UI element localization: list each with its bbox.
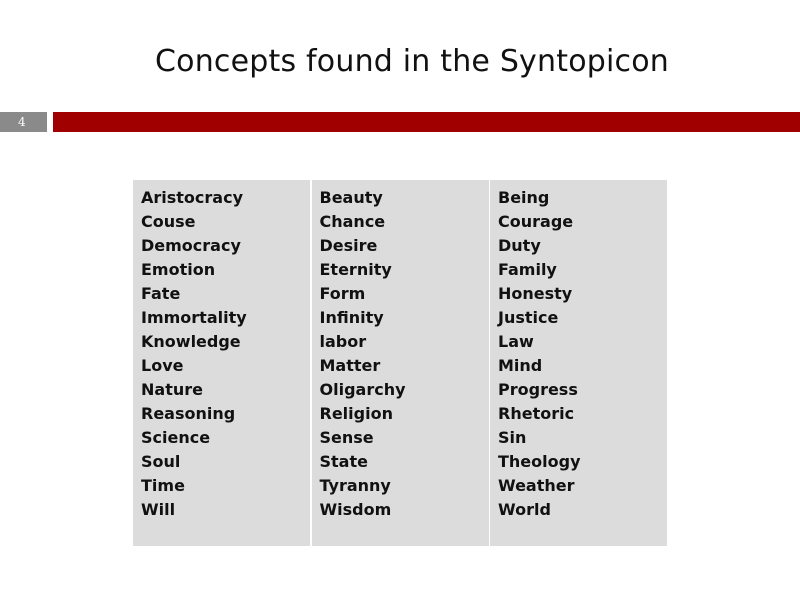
concept-item: Will [141, 500, 176, 519]
concept-item: Oligarchy [319, 380, 406, 399]
concept-item: Sin [498, 428, 527, 447]
concept-item: Progress [498, 380, 578, 399]
concept-item: Desire [319, 236, 378, 255]
concept-item: Law [498, 332, 534, 351]
concept-item: Couse [141, 212, 196, 231]
concept-item: Wisdom [319, 500, 392, 519]
concept-item: Beauty [319, 188, 383, 207]
concept-item: Emotion [141, 260, 216, 279]
concept-item: labor [319, 332, 367, 351]
concept-item: Theology [498, 452, 581, 471]
title-accent-bar [53, 112, 800, 132]
concept-item: Courage [498, 212, 574, 231]
concept-item: Form [319, 284, 366, 303]
page-number: 4 [18, 115, 26, 129]
concept-item: Being [498, 188, 550, 207]
concepts-column-2 [312, 180, 489, 546]
concept-item: Immortality [141, 308, 247, 327]
concept-item: Reasoning [141, 404, 236, 423]
concepts-table [133, 180, 667, 546]
concept-item: Chance [319, 212, 386, 231]
slide-title: Concepts found in the Syntopicon [155, 44, 669, 79]
concept-item: Fate [141, 284, 181, 303]
concept-item: Family [498, 260, 557, 279]
page-number-box [0, 112, 47, 132]
concept-item: Mind [498, 356, 543, 375]
concept-item: Weather [498, 476, 575, 495]
concept-item: Justice [498, 308, 559, 327]
concept-item: Rhetoric [498, 404, 575, 423]
concept-item: Love [141, 356, 184, 375]
concept-item: Nature [141, 380, 203, 399]
concept-item: Sense [319, 428, 374, 447]
concept-item: State [319, 452, 368, 471]
concept-item: Infinity [319, 308, 384, 327]
concept-item: Aristocracy [141, 188, 244, 207]
concept-item: Eternity [319, 260, 392, 279]
concept-item: Religion [319, 404, 393, 423]
concept-item: Duty [498, 236, 541, 255]
concepts-column-1 [133, 180, 310, 546]
concept-item: Tyranny [319, 476, 391, 495]
concept-item: Soul [141, 452, 181, 471]
concept-item: Science [141, 428, 211, 447]
concept-item: Honesty [498, 284, 573, 303]
concept-item: Matter [319, 356, 381, 375]
concept-item: World [498, 500, 551, 519]
concept-item: Democracy [141, 236, 241, 255]
concepts-column-3 [490, 180, 667, 546]
concept-item: Knowledge [141, 332, 241, 351]
concept-item: Time [141, 476, 185, 495]
